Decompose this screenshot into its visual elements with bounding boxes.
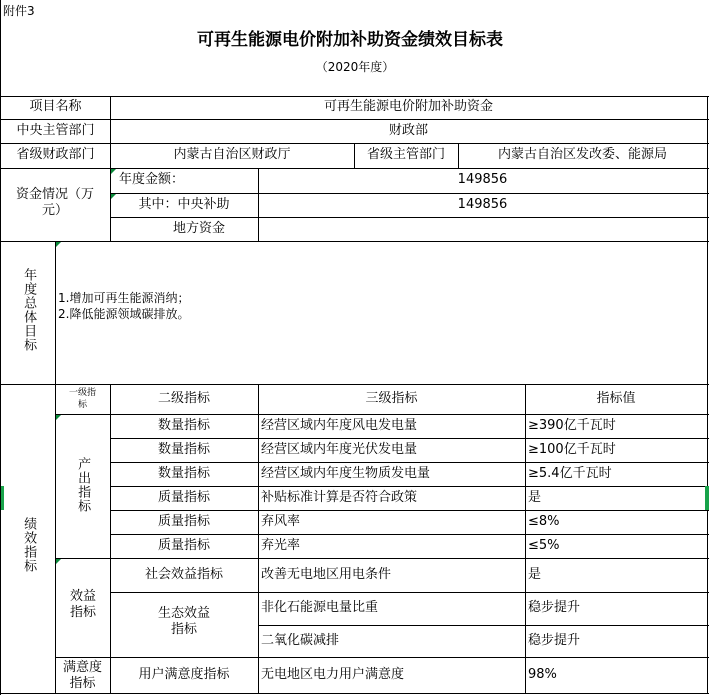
local-funds-label: 地方资金	[172, 220, 225, 236]
prov-finance-label: 省级财政部门	[16, 147, 95, 163]
prov-finance-value: 内蒙古自治区财政厅	[173, 147, 291, 163]
selection-edge-marker	[705, 486, 709, 510]
grid-line	[110, 193, 709, 194]
header-level2: 二级指标	[157, 390, 210, 406]
row-level3: 补贴标准计算是否符合政策	[261, 489, 418, 505]
annual-amount-label: 年度金额：	[119, 172, 185, 188]
attachment-label: 附件3	[3, 3, 35, 18]
row-value: ≥5.4亿千瓦时	[528, 465, 612, 481]
row-level2: 数量指标	[157, 417, 210, 433]
perf-label: 绩效指标	[21, 517, 37, 573]
row-value: ≤8%	[528, 513, 560, 529]
cell-marker	[56, 415, 61, 420]
grid-line	[258, 168, 259, 241]
satisfaction-label: 满意度指标	[62, 659, 102, 691]
grid-line	[110, 217, 709, 218]
row-level3: 经营区域内年度生物质发电量	[261, 465, 431, 481]
output-label: 产出指标	[75, 457, 91, 513]
grid-line	[0, 96, 709, 97]
header-value: 指标值	[596, 390, 636, 406]
row-value: ≤5%	[528, 537, 560, 553]
row-level3: 经营区域内年度光伏发电量	[261, 441, 418, 457]
grid-line	[55, 414, 709, 415]
grid-line	[55, 558, 709, 559]
grid-line	[0, 241, 709, 242]
prov-dept-label: 省级主管部门	[366, 147, 445, 163]
grid-line	[110, 384, 111, 694]
row-value: 98%	[528, 667, 557, 683]
row-value: 稳步提升	[528, 632, 581, 648]
grid-line	[0, 168, 709, 169]
row-level2: 社会效益指标	[144, 566, 223, 582]
benefit-label: 效益指标	[69, 588, 96, 620]
prov-dept-value: 内蒙古自治区发改委、能源局	[497, 147, 667, 163]
header-level3: 三级指标	[365, 390, 418, 406]
cell-marker	[56, 559, 61, 564]
grid-line	[110, 438, 709, 439]
year-label: （2020年度）	[315, 59, 395, 74]
row-level2: 数量指标	[157, 465, 210, 481]
row-value: 是	[528, 489, 542, 505]
row-value: ≥100亿千瓦时	[528, 441, 616, 457]
cell-marker	[111, 169, 116, 174]
row-value: ≥390亿千瓦时	[528, 417, 616, 433]
header-level1: 一级指标	[69, 388, 97, 410]
grid-line	[354, 143, 355, 168]
row-level3: 二氧化碳减排	[261, 632, 340, 648]
grid-line	[0, 693, 709, 694]
cell-marker	[56, 242, 61, 247]
grid-line	[55, 657, 709, 658]
cell-marker	[111, 194, 116, 199]
row-level2: 质量指标	[157, 489, 210, 505]
grid-line	[458, 143, 459, 168]
central-dept-value: 财政部	[388, 122, 428, 138]
grid-line	[110, 510, 709, 511]
project-name-label: 项目名称	[29, 99, 82, 115]
row-level3: 改善无电地区用电条件	[261, 566, 392, 582]
grid-line	[110, 486, 709, 487]
grid-line	[707, 96, 708, 694]
grid-line	[55, 241, 56, 694]
grid-line	[525, 384, 526, 694]
annual-goal-label: 年度总体目标	[21, 268, 37, 352]
annual-amount-value: 149856	[457, 172, 508, 188]
central-dept-label: 中央主管部门	[16, 122, 95, 138]
local-funds-value	[258, 217, 707, 241]
row-value: 稳步提升	[528, 600, 581, 616]
grid-line	[0, 384, 709, 385]
annual-goal-content	[55, 241, 707, 384]
page-title: 可再生能源电价附加补助资金绩效目标表	[197, 30, 503, 51]
project-name-value: 可再生能源电价附加补助资金	[323, 99, 493, 115]
grid-line	[258, 625, 709, 626]
annual-goal-line-1: 1.增加可再生能源消纳；	[58, 291, 190, 305]
grid-line	[110, 534, 709, 535]
grid-line	[258, 384, 259, 694]
row-level3: 无电地区电力用户满意度	[261, 667, 405, 683]
eco-benefit-label: 生态效益指标	[157, 605, 210, 637]
selection-edge-marker	[1, 486, 4, 510]
funds-label: 资金情况（万元）	[15, 186, 94, 218]
grid-line	[110, 592, 709, 593]
row-level3: 经营区域内年度风电发电量	[261, 417, 418, 433]
central-subsidy-label: 其中：中央补助	[138, 196, 230, 212]
row-level2: 质量指标	[157, 513, 210, 529]
row-level3: 弃风率	[261, 513, 301, 529]
grid-line	[110, 462, 709, 463]
row-level3: 非化石能源电量比重	[261, 600, 379, 616]
row-level3: 弃光率	[261, 537, 301, 553]
row-level2: 用户满意度指标	[138, 667, 230, 683]
row-value: 是	[528, 566, 542, 582]
row-level2: 数量指标	[157, 441, 210, 457]
grid-line	[0, 119, 709, 120]
row-level2: 质量指标	[157, 537, 210, 553]
central-subsidy-value: 149856	[457, 196, 508, 212]
grid-line	[0, 0, 1, 695]
annual-goal-line-2: 2.降低能源领域碳排放。	[58, 307, 190, 321]
